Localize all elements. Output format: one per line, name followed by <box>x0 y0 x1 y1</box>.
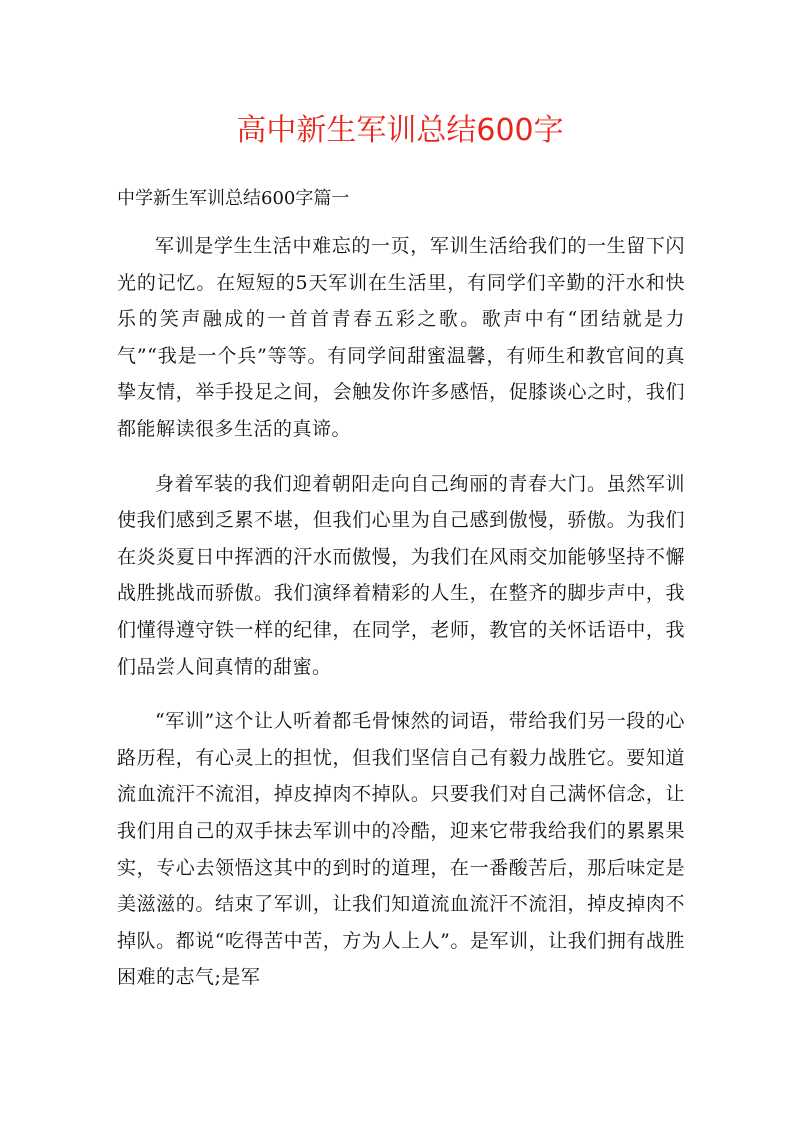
paragraph-2: 身着军装的我们迎着朝阳走向自己绚丽的青春大门。虽然军训使我们感到乏累不堪，但我们心里为自己感到傲慢，骄傲。为我们在炎炎夏日中挥洒的汗水而傲慢，为我们在风雨交加能够坚持不懈战胜挑战而骄傲。我们演绎着精彩的人生，在整齐的脚步声中，我们懂得遵守铁一样的纪律，在同学，老师，教官的关怀话语中，我们品尝人间真情的甜蜜。 <box>117 472 685 678</box>
section-heading: 中学新生军训总结600字篇一 <box>117 188 350 209</box>
document-body <box>117 228 685 1014</box>
document-title: 高中新生军训总结600字 <box>236 113 564 148</box>
paragraph-1: 军训是学生生活中难忘的一页，军训生活给我们的一生留下闪光的记忆。在短短的5天军训在生活里，有同学们辛勤的汗水和快乐的笑声融成的一首首青春五彩之歌。歌声中有“团结就是力气”“我是一个兵”等等。有同学间甜蜜温馨，有师生和教官间的真挚友情，举手投足之间，会触发你许多感悟，促膝谈心之时，我们都能解读很多生活的真谛。 <box>117 235 685 440</box>
paragraph-3: “军训”这个让人听着都毛骨悚然的词语，带给我们另一段的心路历程，有心灵上的担忧，但我们坚信自己有毅力战胜它。要知道流血流汗不流泪，掉皮掉肉不掉队。只要我们对自己满怀信念，让我们用自己的双手抹去军训中的冷酷，迎来它带我给我们的累累果实，专心去领悟这其中的到时的道理，在一番酸苦后，那后味定是美滋滋的。结束了军训，让我们知道流血流汗不流泪，掉皮掉肉不掉队。都说“吃得苦中苦，方为人上人”。是军训，让我们拥有战胜困难的志气;是军 <box>117 710 685 989</box>
